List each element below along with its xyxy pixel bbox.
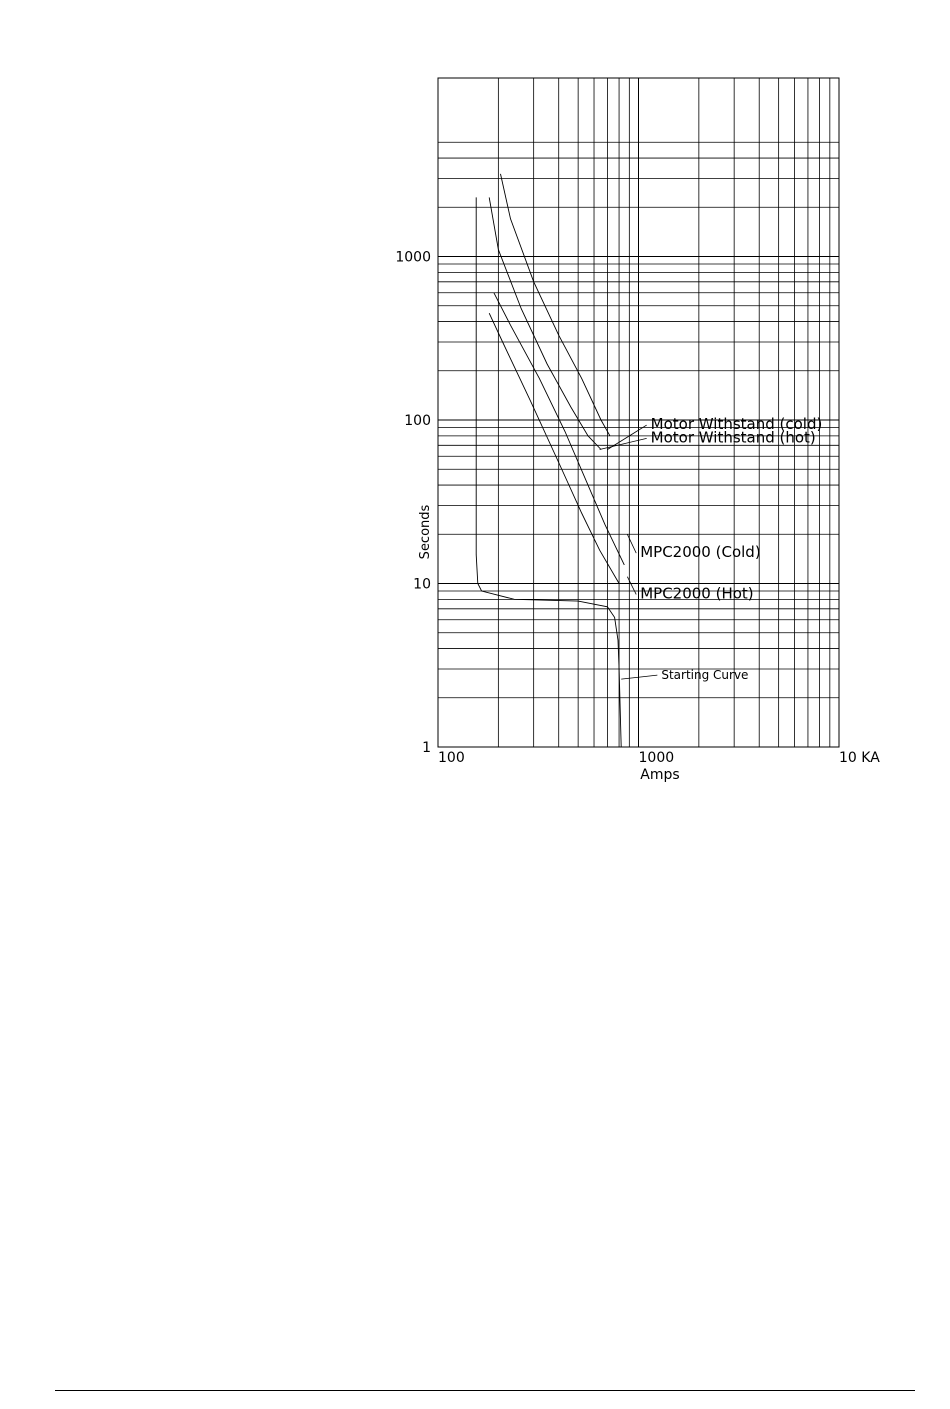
x-tick-label: 10 KA bbox=[839, 750, 880, 766]
series-motor-withstand-hot bbox=[489, 197, 601, 449]
y-tick-label: 1000 bbox=[395, 249, 431, 266]
x-axis-label: Amps bbox=[640, 767, 680, 783]
series-motor-withstand-cold bbox=[501, 174, 610, 436]
annotation-label: Starting Curve bbox=[661, 668, 749, 683]
annotation-label: Motor Withstand (cold) bbox=[650, 415, 823, 434]
y-tick-label: 1 bbox=[422, 740, 431, 756]
chart-grid bbox=[438, 78, 839, 747]
annotation-leader bbox=[607, 425, 646, 449]
annotation-leader bbox=[627, 577, 636, 595]
annotation-label: Motor Withstand (hot) bbox=[650, 428, 816, 447]
y-axis-label: Seconds bbox=[418, 504, 433, 560]
x-tick-label: 1000 bbox=[638, 750, 675, 766]
y-tick-label: 100 bbox=[404, 413, 431, 429]
annotation-layer bbox=[600, 415, 823, 682]
series-starting-curve bbox=[476, 197, 621, 747]
annotation-label: MPC2000 (Cold) bbox=[640, 543, 761, 562]
annotation-leader bbox=[621, 675, 657, 679]
tick-labels bbox=[395, 250, 880, 767]
annotation-label: MPC2000 (Hot) bbox=[640, 584, 754, 603]
y-tick-label: 10 bbox=[413, 576, 431, 593]
annotation-leader bbox=[627, 534, 636, 553]
x-tick-label: 100 bbox=[438, 750, 465, 766]
footer-rule bbox=[55, 1390, 915, 1391]
